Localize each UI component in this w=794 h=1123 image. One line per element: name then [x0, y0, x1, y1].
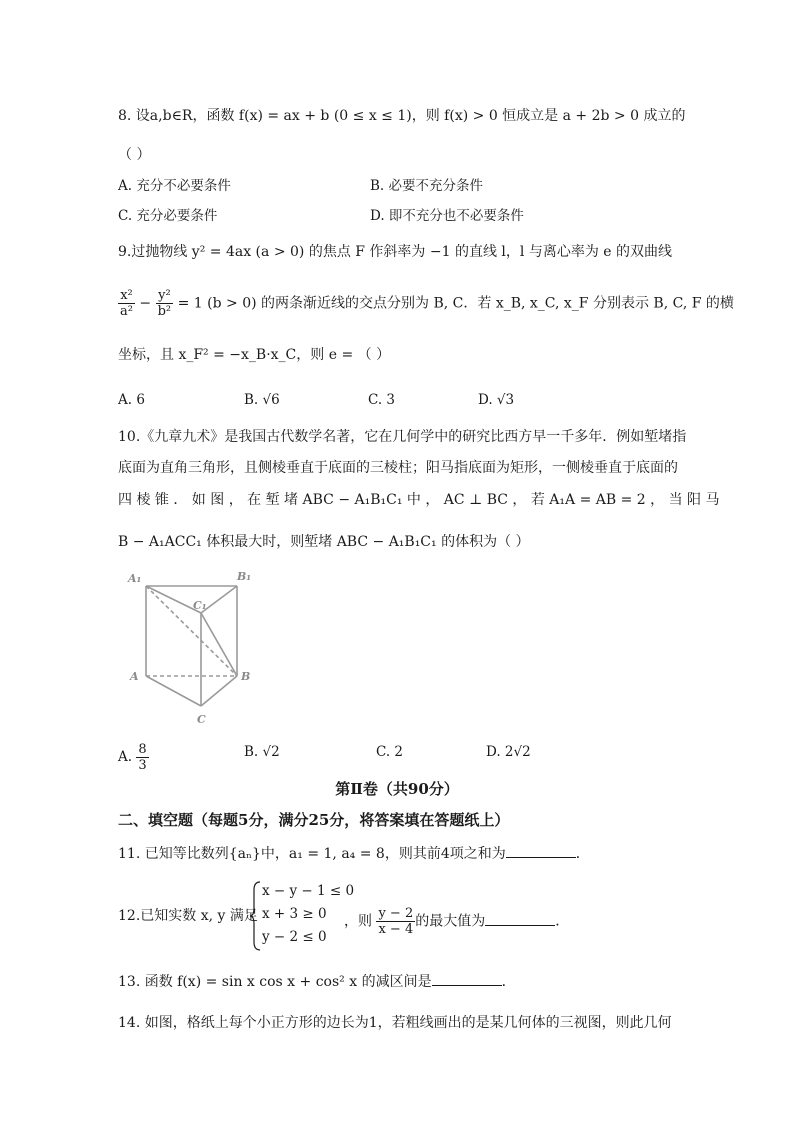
q9-option-a: A. 6 — [118, 392, 145, 408]
q9-frac-x: $\frac{\text{x²}}{\text{a²}}$ — [120, 288, 133, 319]
q12-brace — [250, 880, 262, 952]
q8-option-d: D. 即不充分也不必要条件 — [370, 208, 524, 224]
q9-option-c: C. 3 — [368, 392, 396, 408]
label-c: C — [197, 713, 206, 726]
q10-option-a: A. $\frac{8}{3}$ — [118, 742, 147, 773]
section-subtitle: 二、填空题（每题5分，满分25分，将答案填在答题纸上） — [118, 811, 510, 829]
q11: 11. 已知等比数列{aₙ}中，a₁ = 1, a₄ = 8，则其前4项之和为 ． — [118, 843, 590, 864]
diag-a1-b — [146, 586, 237, 676]
q8-option-b: B. 必要不充分条件 — [370, 178, 484, 194]
q8-stem: 8. 设a,b∈R，函数 f(x) = ax + b (0 ≤ x ≤ 1)，则 f(x) > 0 恒成立是 a + 2b > 0 成立的 — [118, 108, 686, 124]
section-title: 第Ⅱ卷（共90分） — [335, 780, 459, 798]
q9-line1: 9.过抛物线 y² = 4ax (a > 0) 的焦点 F 作斜率为 −1 的直线 l，l 与离心率为 e 的双曲线 — [118, 244, 673, 260]
q13: 13. 函数 f(x) = sin x cos x + cos² x 的减区间是 ． — [118, 971, 516, 992]
q10-option-c: C. 2 — [376, 744, 404, 760]
q12-constraint-2: x + 3 ≥ 0 — [262, 906, 327, 922]
label-c1: C₁ — [193, 599, 207, 612]
q10-line4: B − A₁ACC₁ 体积最大时，则堑堵 ABC − A₁B₁C₁ 的体积为（ ） — [118, 534, 530, 550]
q13-answer-blank[interactable] — [432, 971, 502, 986]
q12-after: ，则 $\frac{y - 2}{x - 4}$ 的最大值为 ． — [344, 906, 570, 937]
label-b1: B₁ — [237, 570, 252, 583]
diag-c1-b — [201, 613, 237, 676]
q9-line2: $\frac{\text{x²}}{\text{a²}}$ − $\frac{\text{y²}}{\text{b²}}$ = 1 (b > 0) 的两条渐近线的交点分别为 B, C．若 x_B, x_C, x_F 分别表示 B, C, F 的横 — [120, 288, 734, 319]
q8-paren: （ ） — [118, 147, 151, 163]
q12-before: 12.已知实数 x, y 满足 — [118, 908, 258, 924]
label-a1: A₁ — [128, 572, 142, 585]
q12-frac: $\frac{y - 2}{x - 4}$ — [378, 906, 414, 937]
q9-option-d: D. √3 — [478, 392, 515, 408]
q12-constraint-1: x − y − 1 ≤ 0 — [262, 883, 355, 899]
label-b: B — [241, 670, 251, 683]
q10-line3: 四 棱 锥 ． 如 图 ， 在 堑 堵 ABC − A₁B₁C₁ 中 ， AC ⊥ BC ， 若 A₁A = AB = 2 ， 当 阳 马 — [118, 492, 720, 508]
q9-frac-y: $\frac{\text{y²}}{\text{b²}}$ — [157, 288, 172, 319]
q11-answer-blank[interactable] — [506, 843, 576, 858]
edge-a-c — [146, 676, 201, 706]
q10-line1: 10.《九章九术》是我国古代数学名著，它在几何学中的研究比西方早一千多年．例如堑堵指 — [118, 429, 687, 445]
q10-line2: 底面为直角三角形，且侧棱垂直于底面的三棱柱；阳马指底面为矩形，一侧棱垂直于底面的 — [118, 460, 678, 476]
label-a: A — [130, 670, 139, 683]
q8-option-a: A. 充分不必要条件 — [118, 178, 231, 194]
q12-constraint-3: y − 2 ≤ 0 — [262, 929, 327, 945]
q9-option-b: B. √6 — [244, 392, 280, 408]
edge-c-b — [201, 676, 237, 706]
q10-option-a-frac: $\frac{8}{3}$ — [138, 742, 147, 773]
q9-line3: 坐标，且 x_F² = −x_B·x_C，则 e = （ ） — [118, 347, 391, 363]
prism-figure — [120, 566, 270, 731]
q14: 14. 如图，格纸上每个小正方形的边长为1，若粗线画出的是某几何体的三视图，则此几何 — [118, 1015, 672, 1031]
q10-option-d: D. 2√2 — [486, 744, 531, 760]
q8-option-c: C. 充分必要条件 — [118, 208, 218, 224]
q12-answer-blank[interactable] — [485, 911, 555, 926]
q10-option-b: B. √2 — [244, 744, 280, 760]
